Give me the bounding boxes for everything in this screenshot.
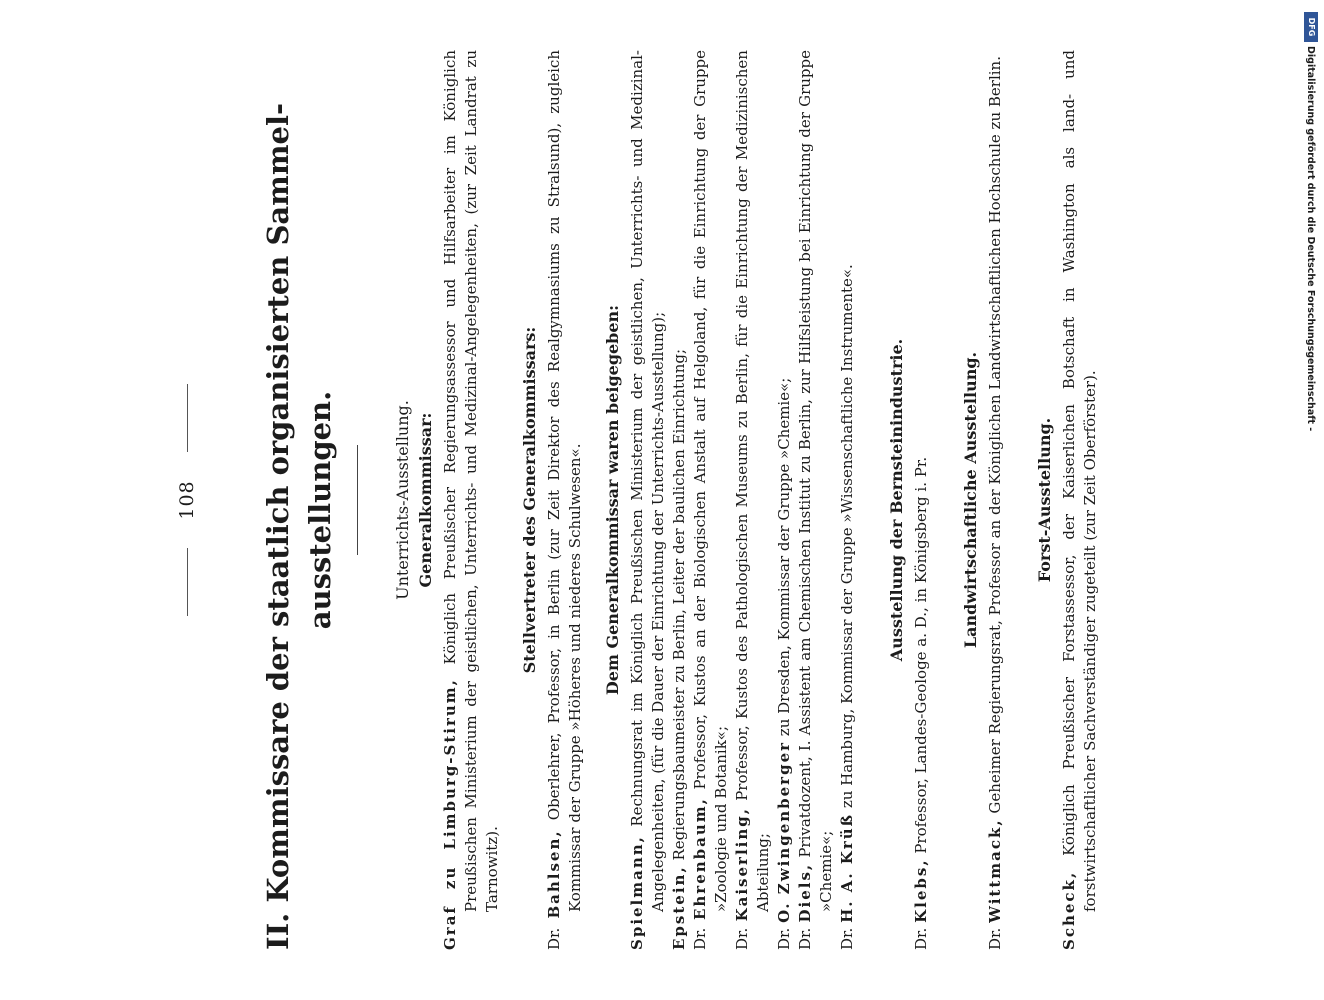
dfg-credit-text: Digitalisierung gefördert durch die Deutsche Forschungsgemeinschaft - (1305, 46, 1317, 432)
person-description: Oberlehrer, Professor, in Berlin (zur Zeit Direktor des Realgymnasiums zu Stralsund), zugleich Kommissar der Gruppe »Höheres und niederes Schulwesen«. (545, 50, 584, 912)
title-prefix: Dr. (691, 927, 709, 950)
person-name: Bahlsen, (545, 829, 563, 919)
person-name: Spielmann, (628, 835, 646, 950)
person-description: Geheimer Regierungsrat, Professor an der Königlichen Landwirtschaftlichen Hochschule zu Berlin. (986, 56, 1004, 814)
entry-beigegeben (669, 50, 690, 950)
title-prefix: Dr. (775, 927, 793, 950)
chapter-title-line-1: II. Kommissare der staatlich organisierten Sammel- (261, 102, 295, 950)
dfg-logo: DFG (1304, 12, 1318, 42)
title-prefix: Dr. (796, 927, 814, 950)
entry-stellvertreter (544, 50, 586, 950)
page-header (167, 50, 207, 950)
person-name: Epstein, (670, 865, 688, 950)
person-name: Kaiserling, (733, 807, 751, 922)
entry-forst (1059, 50, 1101, 950)
title-prefix: Dr. (912, 927, 930, 950)
person-description: zu Dresden, Kommissar der Gruppe »Chemie«; (775, 377, 793, 737)
rotated-text-column (167, 50, 1177, 950)
title-prefix: Dr. (838, 927, 856, 950)
person-description: Rechnungsrat im Königlich Preußischen Ministerium der geistlichen, Unterrichts- und Medizinal-Angelegenheiten, (für die Dauer der Einrichtung der Unterrichts-Ausstellung); (628, 50, 667, 912)
entry-landwirtschaft (985, 50, 1006, 950)
section-heading-bernstein: Ausstellung der Bernsteinindustrie. (887, 338, 906, 662)
person-name: O. Zwingenberger (775, 740, 793, 923)
page-number: 108 (176, 480, 198, 520)
subheading-stellvertreter: Stellvertreter des Generalkommissars: (520, 326, 539, 674)
title-prefix: Dr. (733, 927, 751, 950)
section-heading-landwirtschaft: Landwirtschaftliche Ausstellung. (961, 351, 980, 649)
dfg-credit (1304, 12, 1318, 431)
chapter-title-line-2: ausstellungen. (303, 390, 337, 630)
person-description: Königlich Preußischer Forstassessor, der Kaiserlichen Botschaft in Washington als land- und forstwirtschaftlicher Sachverständiger zugeteilt (zur Zeit Oberförster). (1060, 50, 1099, 912)
person-description: Privatdozent, I. Assistent am Chemischen Institut zu Berlin, zur Hilfsleistung bei Einrichtung der Gruppe »Chemie«; (796, 50, 835, 912)
subheading-generalkommissar: Generalkommissar: (416, 412, 435, 588)
title-prefix: Dr. (986, 927, 1004, 950)
entry-beigegeben (627, 50, 669, 950)
person-description: zu Hamburg, Kommissar der Gruppe »Wissenschaftliche Instrumente«. (838, 264, 856, 809)
entry-generalkommissar (440, 50, 503, 950)
header-rule-left (187, 548, 188, 616)
person-name: Scheck, (1060, 870, 1078, 950)
person-name: Diels, (796, 862, 814, 923)
person-description: Professor, Landes-Geologe a. D., in Königsberg i. Pr. (912, 456, 930, 854)
entry-beigegeben (774, 50, 795, 950)
person-description: Professor, Kustos des Pathologischen Museums zu Berlin, für die Einrichtung der Medizinischen Abteilung; (733, 50, 772, 912)
person-description: Professor, Kustos an der Biologischen Anstalt auf Helgoland, für die Einrichtung der Gruppe »Zoologie und Botanik«; (691, 50, 730, 912)
person-name: Klebs, (912, 858, 930, 923)
person-description: Königlich Preußischer Regierungsassessor und Hilfsarbeiter im Königlich Preußischen Ministerium der geistlichen, Unterrichts- und Medizinal-Angelegenheiten, (zur Zeit Landrat zu Tarnowitz). (441, 50, 501, 912)
person-name: H. A. Krüß (838, 812, 856, 923)
title-prefix: Dr. (545, 927, 563, 950)
person-name: Wittmack, (986, 818, 1004, 923)
document-body (392, 50, 1101, 950)
entry-beigegeben (690, 50, 732, 950)
entry-beigegeben (732, 50, 774, 950)
section-heading-unterricht: Unterrichts-Ausstellung. (393, 400, 412, 600)
title-separator (357, 445, 358, 555)
person-description: Regierungsbaumeister zu Berlin, Leiter der baulichen Einrichtung; (670, 348, 688, 861)
entry-beigegeben (795, 50, 837, 950)
entry-beigegeben (837, 50, 858, 950)
header-rule-right (187, 384, 188, 452)
person-name: Graf zu Limburg-Stirum, (441, 678, 459, 950)
entry-bernstein (911, 50, 932, 950)
chapter-title (257, 50, 341, 950)
section-heading-forst: Forst-Ausstellung. (1035, 417, 1054, 583)
person-name: Ehrenbaum, (691, 797, 709, 921)
subheading-beigegeben: Dem Generalkommissar waren beigegeben: (603, 304, 622, 696)
